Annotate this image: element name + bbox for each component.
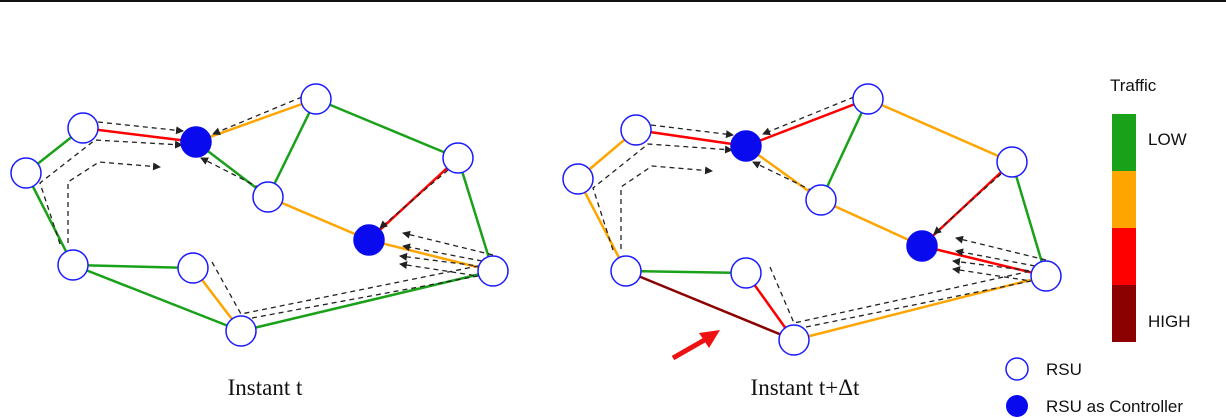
rsu-node <box>806 185 836 215</box>
rsu-node <box>253 182 283 212</box>
caption-instant-t: Instant t <box>227 375 303 400</box>
traffic-level-swatch-busy <box>1112 228 1136 285</box>
traffic-level-label-high: HIGH <box>1148 312 1191 331</box>
route-arrow <box>621 166 712 249</box>
link <box>821 200 922 246</box>
rsu-node <box>178 253 208 283</box>
link <box>868 99 1012 162</box>
traffic-level-swatch-low <box>1112 114 1136 171</box>
traffic-level-label-low: LOW <box>1148 130 1187 149</box>
route-arrow <box>201 158 260 188</box>
rsu-node <box>621 115 651 145</box>
route-arrow <box>806 269 1031 327</box>
route-arrow <box>593 144 732 250</box>
link <box>316 99 458 158</box>
link <box>794 276 1046 340</box>
link <box>241 271 493 331</box>
route-arrow <box>753 162 813 191</box>
rsu-node <box>611 256 641 286</box>
route-arrow <box>763 97 854 134</box>
rsu-node <box>301 84 331 114</box>
rsu-icon <box>1006 358 1028 380</box>
legend-title: Traffic <box>1110 76 1157 95</box>
rsu-node <box>68 113 98 143</box>
nodes-right <box>563 84 1061 355</box>
controller-node <box>907 231 937 261</box>
controller-node <box>181 127 211 157</box>
route-arrow <box>40 140 182 244</box>
controller-icon <box>1006 395 1028 417</box>
network-instant-t-dt <box>563 84 1061 400</box>
route-arrow <box>252 264 478 318</box>
link <box>1012 162 1046 276</box>
rsu-node <box>853 84 883 114</box>
caption-instant-t-dt: Instant t+Δt <box>750 375 860 400</box>
link <box>268 197 369 240</box>
highlight-arrow-icon <box>673 330 720 358</box>
legend-controller-label: RSU as Controller <box>1046 397 1183 416</box>
rsu-node <box>997 147 1027 177</box>
rsu-node <box>11 158 41 188</box>
link <box>458 158 493 271</box>
route-arrow <box>68 162 160 243</box>
network-instant-t <box>11 84 508 400</box>
link <box>626 271 746 273</box>
controller-node <box>731 131 761 161</box>
legend-rsu-label: RSU <box>1046 360 1082 379</box>
controller-node <box>354 225 384 255</box>
rsu-node <box>779 325 809 355</box>
traffic-level-swatch-high <box>1112 285 1136 342</box>
rsu-node <box>731 258 761 288</box>
legend <box>1006 76 1191 417</box>
nodes-left <box>11 84 508 346</box>
rsu-node <box>478 256 508 286</box>
rsu-node <box>58 250 88 280</box>
link <box>636 130 746 146</box>
traffic-level-swatch-medium <box>1112 171 1136 228</box>
rsu-node <box>1031 261 1061 291</box>
route-arrow <box>213 97 302 134</box>
rsu-node <box>226 316 256 346</box>
rsu-node <box>563 164 593 194</box>
link <box>73 265 193 268</box>
route-arrow <box>98 122 183 131</box>
rsu-node <box>443 143 473 173</box>
